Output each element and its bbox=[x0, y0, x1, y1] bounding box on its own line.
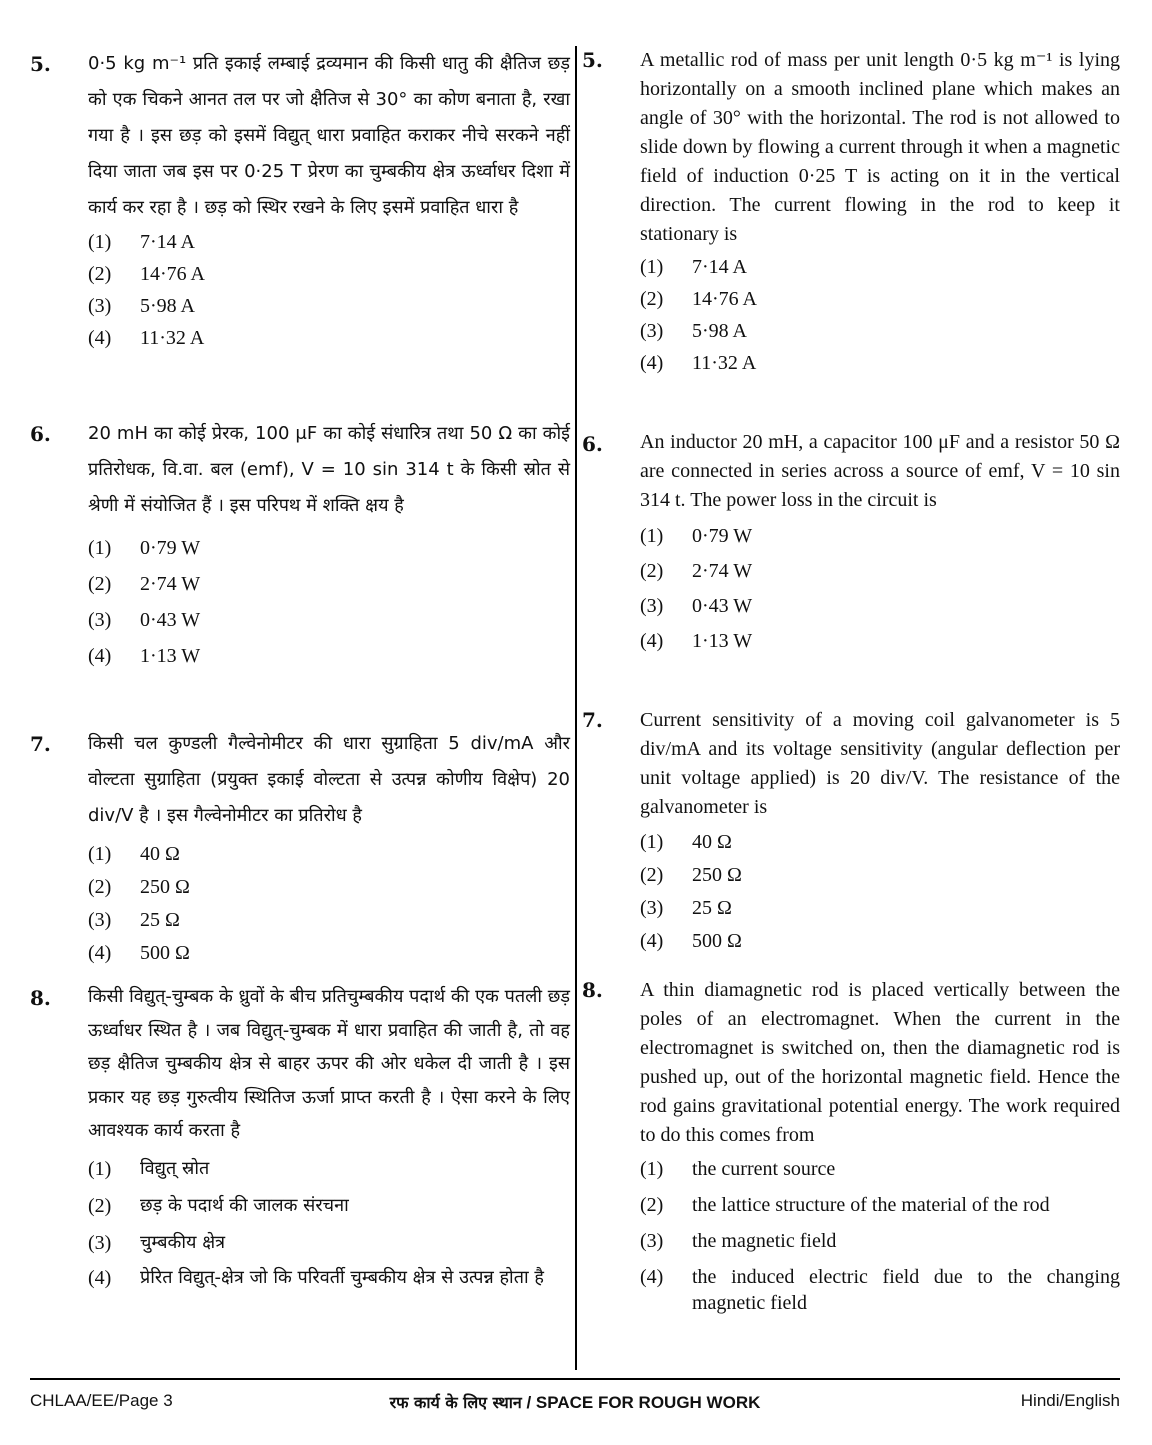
question-6-english bbox=[582, 428, 1120, 659]
rough-work-english: SPACE FOR ROUGH WORK bbox=[535, 1393, 761, 1412]
option-3: (3) 25 Ω bbox=[88, 909, 180, 931]
option-2: (2) the lattice structure of the material of the rod bbox=[640, 1194, 1050, 1216]
question-text: किसी विद्युत्-चुम्बक के ध्रुवों के बीच प्रतिचुम्बकीय पदार्थ की एक पतली छड़ ऊर्ध्वाधर स्थित है । जब विद्युत्-चुम्बक में धारा प्रवाहित की जाती है, तो वह छड़ क्षैतिज चुम्बकीय क्षेत्र से बाहर ऊपर की ओर धकेल दी जाती है । इस प्रकार यह छड़ गुरुत्वीय स्थितिज ऊर्जा प्राप्त करती है । ऐसा करने के लिए आवश्यक कार्य करता है bbox=[88, 986, 570, 1141]
question-6-hindi bbox=[30, 416, 570, 674]
question-number: 7. bbox=[30, 732, 51, 756]
option-1: (1) 0·79 W bbox=[88, 537, 201, 559]
question-number: 5. bbox=[582, 48, 603, 72]
question-8-hindi bbox=[30, 980, 570, 1293]
option-1: (1) 40 Ω bbox=[640, 831, 732, 853]
option-1: (1) 7·14 A bbox=[88, 231, 195, 253]
question-5-hindi bbox=[30, 46, 570, 354]
option-1: (1) 0·79 W bbox=[640, 525, 753, 547]
question-text: 20 mH का कोई प्रेरक, 100 μF का कोई संधारित्र तथा 50 Ω का कोई प्रतिरोधक, वि.वा. बल (emf), V = 10 sin 314 t के किसी स्रोत से श्रेणी में संयोजित हैं । इस परिपथ में शक्ति क्षय है bbox=[88, 423, 570, 516]
option-3: (3) the magnetic field bbox=[640, 1230, 837, 1252]
question-number: 8. bbox=[582, 978, 603, 1002]
option-3: (3) 5·98 A bbox=[88, 295, 195, 317]
option-4: (4) 500 Ω bbox=[640, 930, 742, 952]
option-1: (1) 40 Ω bbox=[88, 843, 180, 865]
option-2: (2) 250 Ω bbox=[640, 864, 742, 886]
option-4: (4) 11·32 A bbox=[640, 352, 757, 374]
options-list bbox=[88, 226, 570, 354]
option-3: (3) 0·43 W bbox=[640, 595, 753, 617]
options-list bbox=[88, 838, 570, 970]
option-2: (2) 14·76 A bbox=[88, 263, 205, 285]
column-divider bbox=[575, 46, 577, 1370]
option-3: (3) 25 Ω bbox=[640, 897, 732, 919]
question-7-hindi bbox=[30, 726, 570, 970]
options-list bbox=[640, 519, 1120, 659]
question-text: Current sensitivity of a moving coil galvanometer is 5 div/mA and its voltage sensitivity (angular deflection per unit voltage applied) is 20 div/V. The resistance of the galvanometer is bbox=[640, 709, 1120, 818]
question-number: 8. bbox=[30, 986, 51, 1010]
rough-work-hindi: रफ कार्य के लिए स्थान bbox=[389, 1393, 522, 1412]
question-text: 0·5 kg m⁻¹ प्रति इकाई लम्बाई द्रव्यमान की किसी धातु की क्षैतिज छड़ को एक चिकने आनत तल पर जो क्षैतिज से 30° का कोण बनाता है, रखा गया है । इस छड़ को इसमें विद्युत् धारा प्रवाहित कराकर नीचे सरकने नहीं दिया जाता जब इस पर 0·25 T प्रेरण का चुम्बकीय क्षेत्र ऊर्ध्वाधर दिशा में कार्य कर रहा है । छड़ को स्थिर रखने के लिए इसमें प्रवाहित धारा है bbox=[88, 53, 570, 218]
option-2: (2) 2·74 W bbox=[640, 560, 753, 582]
page-footer bbox=[30, 1391, 1120, 1413]
options-list bbox=[88, 530, 570, 674]
option-3: (3) 5·98 A bbox=[640, 320, 747, 342]
question-5-english bbox=[582, 46, 1120, 379]
option-4: (4) the induced electric field due to the changing magnetic field bbox=[640, 1266, 1120, 1314]
option-2: (2) 250 Ω bbox=[88, 876, 190, 898]
question-8-english bbox=[582, 976, 1120, 1316]
option-4: (4) 1·13 W bbox=[88, 645, 201, 667]
option-4: (4) 11·32 A bbox=[88, 327, 205, 349]
options-list bbox=[88, 1152, 570, 1293]
rough-work-label bbox=[30, 1391, 1120, 1413]
option-3: (3) चुम्बकीय क्षेत्र bbox=[88, 1231, 226, 1254]
page-code: CHLAA/EE/Page 3 bbox=[30, 1391, 173, 1410]
option-2: (2) 2·74 W bbox=[88, 573, 201, 595]
option-2: (2) 14·76 A bbox=[640, 288, 757, 310]
question-text: किसी चल कुण्डली गैल्वेनोमीटर की धारा सुग्राहिता 5 div/mA और वोल्टता सुग्राहिता (प्रयुक्त इकाई वोल्टता से उत्पन्न कोणीय विक्षेप) 20 div/V है । इस गैल्वेनोमीटर का प्रतिरोध है bbox=[88, 733, 570, 826]
option-1: (1) the current source bbox=[640, 1158, 836, 1180]
option-2: (2) छड़ के पदार्थ की जालक संरचना bbox=[88, 1194, 349, 1217]
option-3: (3) 0·43 W bbox=[88, 609, 201, 631]
question-number: 5. bbox=[30, 52, 51, 76]
question-number: 6. bbox=[582, 432, 603, 456]
language-label: Hindi/English bbox=[1020, 1391, 1120, 1410]
option-1: (1) विद्युत् स्रोत bbox=[88, 1157, 210, 1180]
options-list bbox=[640, 251, 1120, 379]
option-4: (4) प्रेरित विद्युत्-क्षेत्र जो कि परिवर्ती चुम्बकीय क्षेत्र से उत्पन्न होता है bbox=[88, 1266, 544, 1289]
question-number: 7. bbox=[582, 708, 603, 732]
question-text: A metallic rod of mass per unit length 0·5 kg m⁻¹ is lying horizontally on a smooth inclined plane which makes an angle of 30° with the horizontal. The rod is not allowed to slide down by flowing a current through it when a magnetic field of induction 0·25 T is acting on it in the vertical direction. The current flowing in the rod to keep it stationary is bbox=[640, 49, 1120, 245]
option-1: (1) 7·14 A bbox=[640, 256, 747, 278]
question-number: 6. bbox=[30, 422, 51, 446]
options-list bbox=[640, 1156, 1120, 1316]
question-text: An inductor 20 mH, a capacitor 100 μF and a resistor 50 Ω are connected in series across a source of emf, V = 10 sin 314 t. The power loss in the circuit is bbox=[640, 431, 1120, 511]
footer-rule bbox=[30, 1378, 1120, 1380]
options-list bbox=[640, 826, 1120, 958]
question-text: A thin diamagnetic rod is placed vertically between the poles of an electromagnet. When the current in the electromagnet is switched on, then the diamagnetic rod is pushed up, out of the horizontal magnetic field. Hence the rod gains gravitational potential energy. The work required to do this comes from bbox=[640, 979, 1120, 1146]
question-7-english bbox=[582, 706, 1120, 958]
option-4: (4) 1·13 W bbox=[640, 630, 753, 652]
rough-work-separator: / bbox=[521, 1393, 536, 1412]
option-4: (4) 500 Ω bbox=[88, 942, 190, 964]
